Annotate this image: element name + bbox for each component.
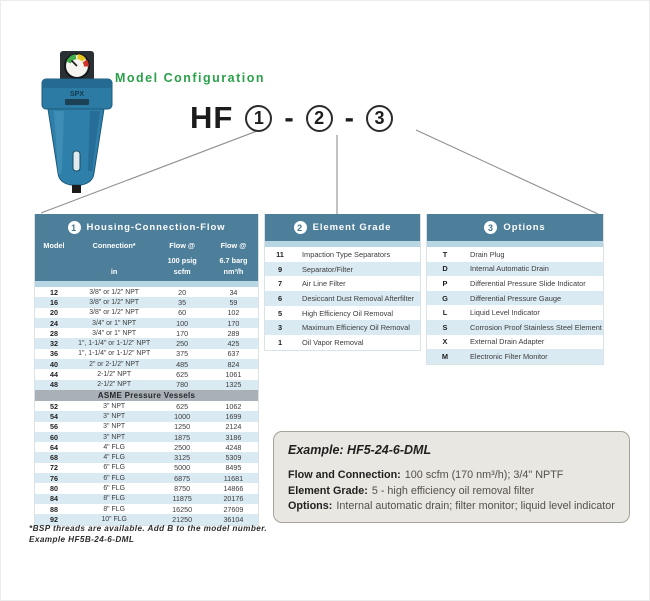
example-line: Element Grade: 5 - high efficiency oil removal filter [288, 484, 535, 497]
number-badge-icon: 2 [294, 221, 307, 234]
example-line: Flow and Connection: 100 scfm (170 nm³/h); 3/4" NPTF [288, 469, 564, 481]
table-row: 6 Desiccant Dust Removal Afterfilter [265, 291, 420, 306]
table-row: D Internal Automatic Drain [427, 262, 603, 277]
table-row: 7 Air Line Filter [277, 279, 346, 289]
table-row: G Differential Pressure Gauge [427, 291, 603, 306]
table-title: Element Grade [312, 222, 392, 233]
footnote-line-1: *BSP threads are available. Add B to the model number. [29, 524, 268, 533]
table-row: 32 1", 1-1/4" or 1-1/2" NPT 250 425 [35, 338, 258, 348]
table-row: 76 6" FLG 6875 11681 [35, 473, 258, 483]
number-badge-icon: 1 [68, 221, 81, 234]
table-title: Options [503, 222, 546, 233]
example-lines [288, 468, 615, 515]
table-row: 5 High Efficiency Oil Removal [277, 308, 394, 318]
example-title: Example: HF5-24-6-DML [288, 443, 432, 457]
model-sticker [65, 99, 89, 105]
placeholder-circle-3: 3 [366, 105, 393, 132]
example-line: Options: Internal automatic drain; filter monitor; liquid level indicator [288, 500, 615, 512]
drain-stub [72, 185, 81, 193]
table-row: 84 8" FLG 11875 20176 [35, 494, 258, 504]
element-grade-table [264, 214, 421, 351]
placeholder-circle-2: 2 [306, 105, 333, 132]
table-row: 54 3" NPT 1000 1699 [35, 411, 258, 421]
number-badge-icon: 3 [484, 221, 497, 234]
table-row: 48 2-1/2" NPT 780 1325 [35, 380, 258, 390]
footnote-line-2: Example HF5B-24-6-DML [29, 534, 135, 544]
model-prefix: HF [190, 100, 234, 135]
column-headers: Model Connection* in Flow @ 100 psig scfm Flow @ 6.7 barg nm³/h [43, 241, 248, 276]
table-row: 24 3/4" or 1" NPT 100 170 [35, 318, 258, 328]
table-header [35, 214, 258, 281]
dash-separator: - [344, 102, 354, 133]
table-row: 40 2" or 2-1/2" NPT 485 824 [35, 359, 258, 369]
table-row: P Differential Pressure Slide Indicator [442, 278, 586, 288]
sight-glass [73, 151, 80, 171]
footnote [29, 524, 267, 545]
table-row: 60 3" NPT 1875 3186 [35, 432, 258, 442]
table-row: 88 8" FLG 16250 27609 [49, 504, 244, 514]
table-header [427, 214, 603, 241]
table-row: X External Drain Adapter [442, 337, 545, 347]
table-row: 92 10" FLG 21250 36104 [35, 514, 258, 524]
table-row: 64 4" FLG 2500 4248 [49, 442, 242, 452]
table-row: 12 3/8" or 1/2" NPT 20 34 [49, 287, 238, 297]
table-title: Housing-Connection-Flow [86, 222, 226, 233]
table-row: M Electronic Filter Monitor [427, 349, 603, 364]
table-row: S Corrosion Proof Stainless Steel Element [427, 320, 603, 335]
brand-label: SPX [69, 91, 85, 98]
table-row: 72 6" FLG 5000 8495 [49, 463, 242, 473]
table-header [265, 214, 420, 241]
table-row: 28 3/4" or 1" NPT 170 289 [49, 328, 240, 338]
table-row: 36 1", 1-1/4" or 1-1/2" NPT 375 637 [49, 349, 240, 359]
asme-section-band: ASME Pressure Vessels [35, 390, 258, 401]
options-table [426, 214, 604, 365]
table-row: 52 3" NPT 625 1062 [49, 401, 242, 411]
model-code-diagram [190, 100, 393, 136]
table-row: 44 2-1/2" NPT 625 1061 [49, 370, 242, 380]
table-row: 16 3/8" or 1/2" NPT 35 59 [35, 297, 258, 307]
element-rows [265, 247, 420, 350]
placeholder-circle-1: 1 [245, 105, 272, 132]
table-row: 56 3" NPT 1250 2124 [49, 422, 242, 432]
housing-connection-flow-table [34, 214, 259, 526]
table-row: 80 6" FLG 8750 14866 [49, 483, 244, 493]
table-row: T Drain Plug [442, 249, 505, 259]
table-row: 11 Impaction Type Separators [276, 249, 391, 259]
table-row: 68 4" FLG 3125 5309 [35, 452, 258, 462]
table-row: 1 Oil Vapor Removal [277, 337, 364, 347]
table-row: 9 Separator/Filter [265, 262, 420, 277]
page-title: Model Configuration [115, 71, 266, 85]
filter-product-image [34, 47, 118, 195]
table-row: 3 Maximum Efficiency Oil Removal [265, 320, 420, 335]
table-row: 20 3/8" or 1/2" NPT 60 102 [49, 308, 240, 318]
options-rows [427, 247, 603, 364]
table-row: L Liquid Level Indicator [442, 308, 540, 318]
dash-separator: - [284, 102, 294, 133]
housing-rows [35, 287, 258, 390]
asme-rows [35, 401, 258, 525]
example-box [273, 431, 630, 523]
